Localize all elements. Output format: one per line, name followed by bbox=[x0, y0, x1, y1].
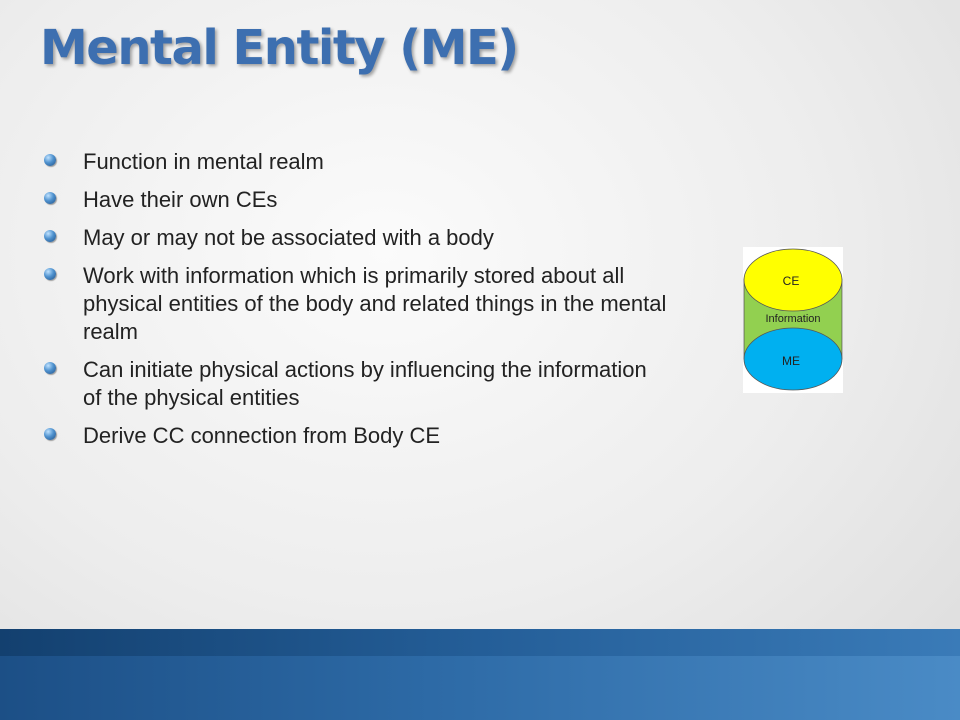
bullet-item bbox=[40, 148, 670, 176]
footer-band-top bbox=[0, 629, 960, 656]
me-label: ME bbox=[782, 354, 800, 368]
bullet-text: Function in mental realm bbox=[83, 149, 324, 174]
bullet-icon bbox=[44, 154, 56, 166]
bullet-icon bbox=[44, 230, 56, 242]
cylinder-diagram bbox=[743, 247, 843, 393]
bullet-item bbox=[40, 356, 670, 412]
ce-label: CE bbox=[782, 274, 800, 288]
bullet-item bbox=[40, 186, 670, 214]
bullet-icon bbox=[44, 428, 56, 440]
bullet-icon bbox=[44, 362, 56, 374]
bullet-text: May or may not be associated with a body bbox=[83, 225, 494, 250]
cylinder-diagram-svg bbox=[743, 247, 843, 393]
bullet-text: Work with information which is primarily stored about all physical entities of the body and related things in the mental realm bbox=[83, 263, 667, 344]
bullet-item bbox=[40, 224, 670, 252]
bullet-text: Derive CC connection from Body CE bbox=[83, 423, 441, 448]
bullet-item bbox=[40, 422, 670, 450]
footer-band bbox=[0, 629, 960, 720]
information-label: Information bbox=[765, 313, 821, 325]
bullet-icon bbox=[44, 192, 56, 204]
bullet-list bbox=[40, 148, 670, 460]
bullet-text: Can initiate physical actions by influencing the information of the physical entities bbox=[83, 357, 647, 410]
bullet-item bbox=[40, 262, 670, 346]
slide-title: Mental Entity (ME) bbox=[40, 20, 518, 76]
bullet-text: Have their own CEs bbox=[83, 187, 278, 212]
bullet-icon bbox=[44, 268, 56, 280]
